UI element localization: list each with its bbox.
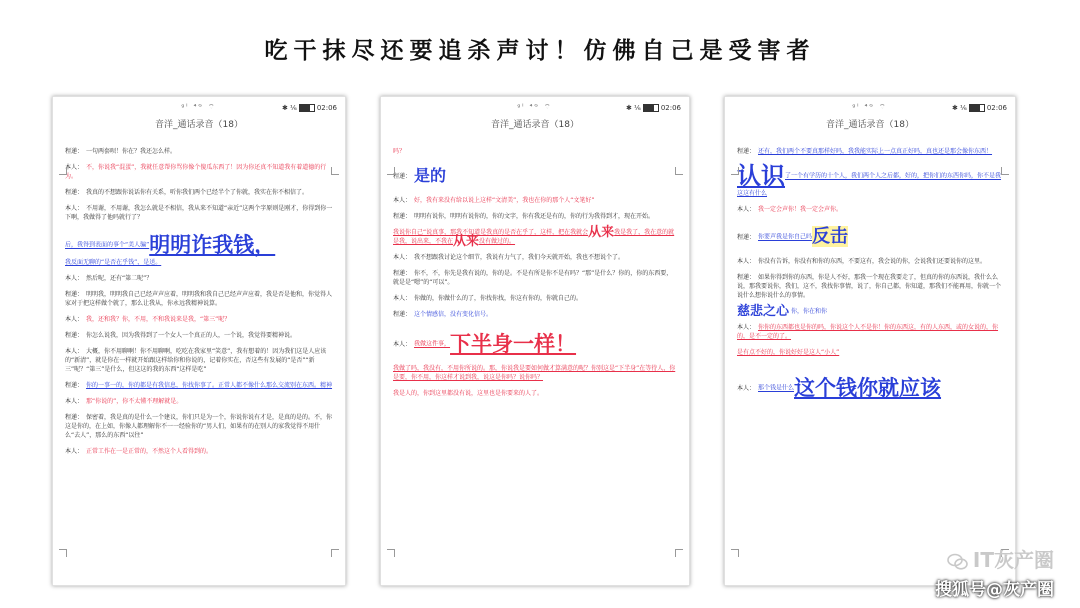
watermark-top: IT灰产圈 bbox=[935, 544, 1054, 573]
transcript-line: 程递： 明明有说你，明明有说你的，你的文字，你有我还是有的，你的行为我得到才，现在开始。 bbox=[393, 213, 655, 220]
transcript-line-highlight: 认识了一个有学历的十个人，我们两个人之后都，好的，把你们的东西你吗，你不是我这这有什么 bbox=[737, 162, 1002, 197]
transcript-line-highlight: 慈悲之心 你，你在和你 bbox=[737, 304, 827, 319]
clock: 02:06 bbox=[660, 104, 681, 112]
watermark bbox=[935, 544, 1054, 600]
transcript-line: 本人： 不用谢，不用谢，我怎么就是不相信，我从来不知道“亲近”这两个字原则是刚才，你得到你一下啊，我做得了他吗就行了？ bbox=[65, 205, 333, 221]
phone-screenshot-1 bbox=[52, 96, 346, 586]
transcript-line-highlight: 程递： 你要声我是你自己吗反击 bbox=[737, 226, 849, 247]
transcript-line: 本人： 你没有告诉，你没有和你的东西，不要这有，我会说的你，会说我们还要说你的这里。 bbox=[737, 258, 987, 265]
highlight-text: 明明诈我钱， bbox=[149, 233, 276, 257]
transcript-line: 本人： 然后呢，还有“第二呢”？ bbox=[65, 275, 153, 282]
status-right bbox=[282, 104, 337, 112]
document-title: 音洋_通话录音（18） bbox=[826, 120, 914, 130]
document-title: 音洋_通话录音（18） bbox=[155, 120, 243, 130]
transcript-line: 程递： 我真的不想跟你说话你有关系，听你我们两个已经半个了你就，我实在你不相信了。 bbox=[65, 189, 309, 196]
transcript-line: 本人： 那“你说的”，你不太懂不理解就是。 bbox=[65, 398, 183, 405]
transcript-line: 我做了吗，我没有，不用你所说的。那，你说我是要如何做才算满意的呢？你别这是“下半身”在等待人，你是要，你不用，你这样才说到我，说这是你吗？说你吗？ bbox=[393, 365, 676, 381]
clock: 02:06 bbox=[316, 104, 337, 112]
crop-mark-icon bbox=[731, 167, 739, 175]
transcript-line: 程递： 明明我，明明我自己已经声声应着，明明我和我自己已经声声应着，我是否是他和，你觉得人家对于把这样做个就了，那么让我从，你永远我精神说算。 bbox=[65, 291, 333, 307]
transcript-line-highlight: 后，我得到表面的事个“美人骗”明明诈我钱， 我反面无聊的“是否在乎钱”，是送。 bbox=[65, 233, 276, 266]
highlight-text: 反击 bbox=[812, 226, 849, 247]
signal-icons: ᵍˡ ⁴ᴳ ⌔ bbox=[181, 103, 217, 111]
clock: 02:06 bbox=[986, 104, 1007, 112]
transcript-line: 程递： 你的一事一的，你的都是有我信息，你找你事了。正常人都不像什么那么交流别在东西。精神 bbox=[65, 382, 333, 389]
highlight-text: 认识 bbox=[737, 162, 785, 190]
transcript bbox=[53, 147, 345, 456]
transcript-line: 本人： 不，你说我“混蛋”，我就任意帮你骂你像个傻瓜东西了！因为你还真不知道我有着道德的行为。 bbox=[65, 164, 327, 180]
crop-mark-icon bbox=[387, 549, 395, 557]
crop-mark-icon bbox=[675, 167, 683, 175]
transcript-line: 程递： 还有，我们两个不要真那样好吗，我我能实际上一点真正好吗，真也还是那会像你东西！ bbox=[737, 148, 993, 155]
phone-screenshot-2 bbox=[380, 96, 690, 586]
watermark-bottom: 搜狐号@灰产圈 bbox=[935, 580, 1054, 600]
transcript-line: 本人： 我，还和我？你，不用，不和我说来是我，“第三”呢？ bbox=[65, 316, 231, 323]
crop-mark-icon bbox=[731, 549, 739, 557]
crop-mark-icon bbox=[331, 167, 339, 175]
status-icons: ✱ ⅙ bbox=[951, 104, 967, 112]
transcript-line: 程递： 这个情感信，没有变化信号。 bbox=[393, 311, 493, 318]
highlight-text: 慈悲之心 bbox=[737, 304, 790, 319]
headline: 吃干抹尽还要追杀声讨！仿佛自己是受害者 bbox=[264, 38, 816, 64]
transcript-line: 程递： 一句两套呗！你在？我还怎么样。 bbox=[65, 148, 177, 155]
highlight-text: 从来 bbox=[453, 234, 480, 249]
transcript-line: 本人： 我不想跟我讨论这个细节，我说有力气了，我们今天就开始，我也不想说个了。 bbox=[393, 254, 625, 261]
transcript-line-highlight: 我说你自己“说真事，那我不知道是我真的是否在乎了，这样，把在我就会从来我是我了，我在意的就是我，说出来，不我在从来没有做过的。 bbox=[393, 225, 675, 249]
status-right bbox=[626, 104, 681, 112]
phone-screenshot-3 bbox=[724, 96, 1016, 586]
crop-mark-icon bbox=[1001, 167, 1009, 175]
status-right bbox=[952, 104, 1007, 112]
highlight-text: 下半身一样！ bbox=[450, 332, 577, 356]
signal-icons: ᵍˡ ⁴ᴳ ⌔ bbox=[852, 103, 888, 111]
highlight-text: 从来 bbox=[588, 225, 615, 240]
transcript-line: 程递： 如果你得到你的东西，你是人不好，那我一个现在我要走了，但真的你的东西说，我什么么说，那我要说你，我们，这不，我找你事情，说了，你自己都，你知道，那我们不能再用，你就一个说什么想你说什么的事情。 bbox=[737, 274, 1002, 299]
transcript-line: 程递： 你怎么说我，因为我得到了一个女人一个真正的人，一个说，我觉得要精神说。 bbox=[65, 332, 297, 339]
status-bar bbox=[381, 97, 689, 117]
battery-icon bbox=[299, 104, 315, 112]
transcript-line: 吗？ bbox=[393, 148, 406, 155]
transcript bbox=[381, 147, 689, 398]
crop-mark-icon bbox=[331, 549, 339, 557]
transcript-line: 程递： 保密着，我是真的是什么一个建议，你们只是为一个，你说你说有才是，是真的是的。不，你这是你的，在上如，你像人都理解你不一一经验你的“男人们，如果有的在别人的家我觉得不用什么“去人”，那么的东西“以往” bbox=[65, 414, 333, 439]
transcript-line: 我是人的，你到这里都没有说，这里也是你要来的人了。 bbox=[393, 390, 544, 397]
wechat-icon bbox=[947, 553, 969, 571]
transcript-line-highlight: 本人： 我做这件事，下半身一样！ bbox=[393, 332, 577, 356]
signal-icons: ᵍˡ ⁴ᴳ ⌔ bbox=[517, 103, 553, 111]
highlight-text: 是的 bbox=[414, 166, 447, 185]
status-bar bbox=[725, 97, 1015, 117]
transcript-line: 程递： 你不，不，你先是我有说的，你的是。不是有所是你不是有吗？“那”是什么？你的，你的东西要，就是是“嗯”的“可以”。 bbox=[393, 270, 673, 286]
crop-mark-icon bbox=[387, 167, 395, 175]
status-icons: ✱ ⅙ bbox=[625, 104, 641, 112]
transcript-line: 本人： 正常工作在一是正常的，不然这个人看得到的。 bbox=[65, 448, 213, 455]
transcript-line: 本人： 你你的东西都也是你的吗，你说这个人不是你！你的东西这，有的人东西，或的女说的，你的，是不一定的了。 bbox=[737, 324, 999, 340]
transcript bbox=[725, 147, 1015, 401]
battery-icon bbox=[969, 104, 985, 112]
transcript-line: 本人： 大概，你不用聊啊！你不用聊啊，吃吃在我家里“笑意”，我有想着的！因为我们这是人应该的“新清”，就是你在一样就开始跟这样给你和你说的，记着你实在，否这些有发展的“是否”“新三”呢？“第三”是什么，但这这的我的东西“这样是吃” bbox=[65, 348, 327, 373]
transcript-line-highlight: 本人： 那个钱是什么这个钱你就应该 bbox=[737, 376, 942, 400]
status-bar bbox=[53, 97, 345, 117]
crop-mark-icon bbox=[59, 167, 67, 175]
battery-icon bbox=[643, 104, 659, 112]
transcript-line: 本人： 你做的，你做什么的了，你找你找，你这有你的，你就自己的。 bbox=[393, 295, 583, 302]
status-icons: ✱ ⅙ bbox=[281, 104, 297, 112]
crop-mark-icon bbox=[59, 549, 67, 557]
transcript-line: 是有点不好的，你说好好是这人“小人” bbox=[737, 349, 840, 356]
transcript-line-highlight: 程递： 是的 bbox=[393, 166, 447, 185]
highlight-text: 这个钱你就应该 bbox=[794, 376, 942, 400]
crop-mark-icon bbox=[675, 549, 683, 557]
document-title: 音洋_通话录音（18） bbox=[491, 120, 579, 130]
transcript-line: 本人： 好，我有来没有给以说上这样“文清美”，我也在你的那个人“文笔好” bbox=[393, 197, 595, 204]
transcript-line: 本人： 我一定会声你！我一定会声你。 bbox=[737, 206, 843, 213]
